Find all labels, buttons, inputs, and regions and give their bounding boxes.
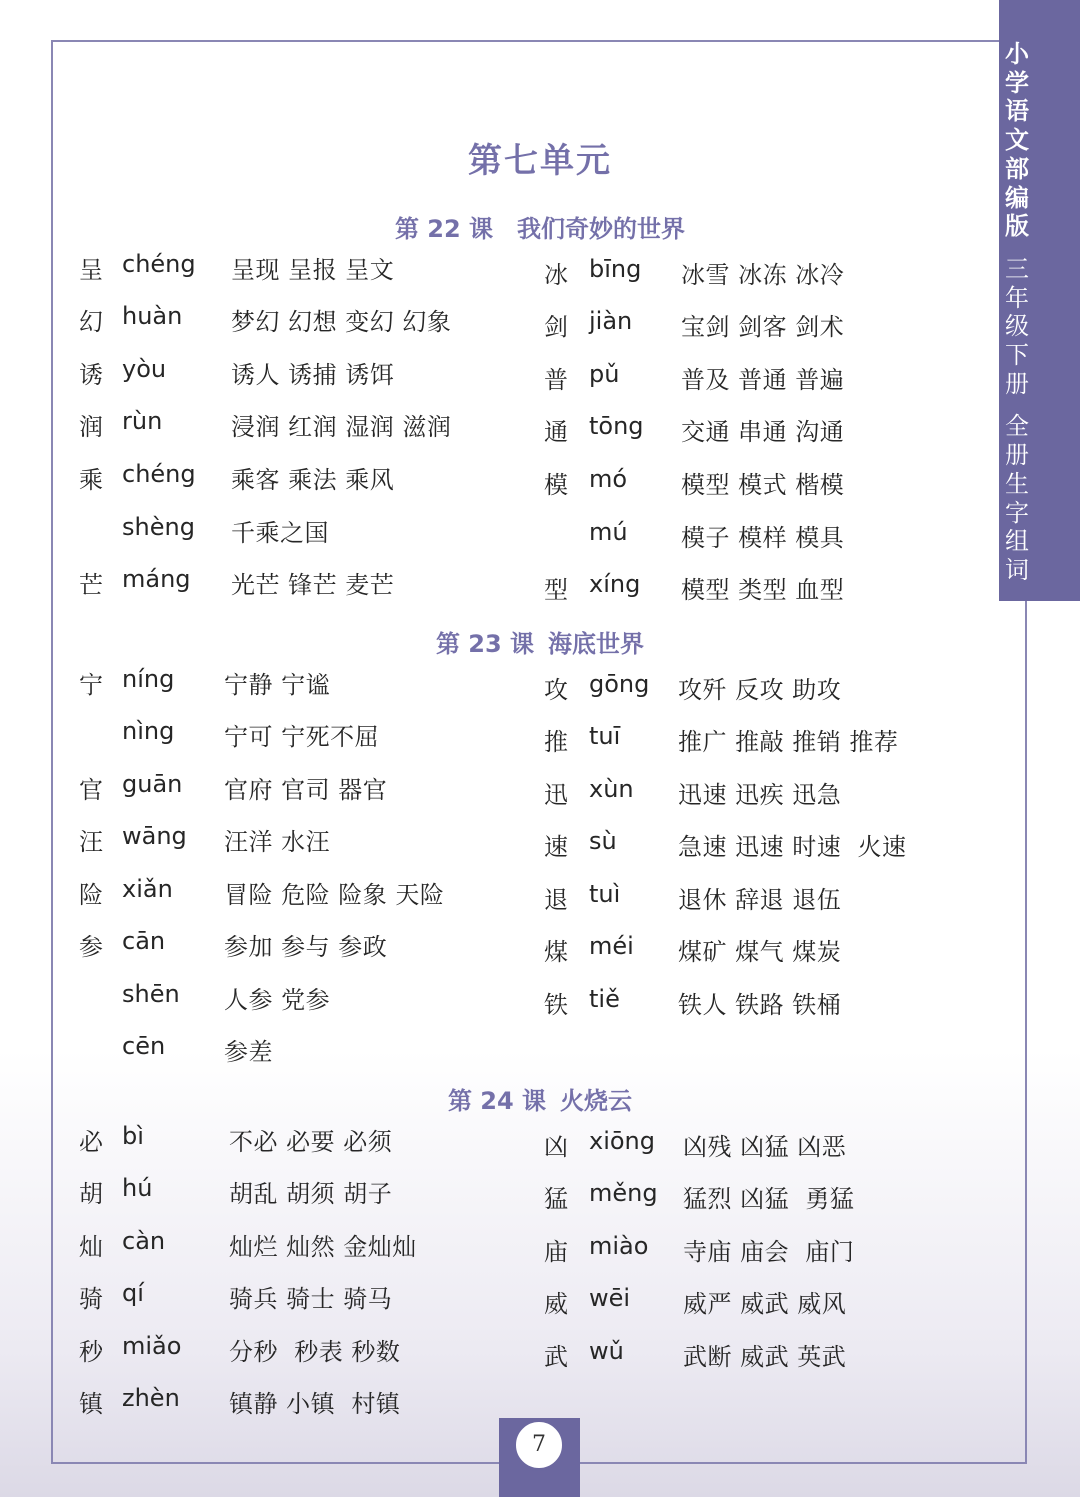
vocab-char: 幻 (79, 308, 103, 336)
vocab-pinyin: pǔ (589, 360, 620, 388)
vocab-row (544, 255, 964, 289)
vocab-words: 退休 辞退 退伍 (678, 886, 842, 914)
vocab-char: 必 (79, 1128, 103, 1156)
vocab-char: 迅 (544, 781, 568, 809)
vocab-char: 凶 (544, 1133, 568, 1161)
vocab-pinyin: qí (122, 1279, 144, 1307)
vocab-char: 型 (544, 576, 568, 604)
vocab-row (79, 1384, 499, 1418)
vocab-char: 芒 (79, 571, 103, 599)
vocab-char: 攻 (544, 676, 568, 704)
series-char: 学 (1005, 68, 1029, 97)
vocab-words: 模型 模式 楷模 (681, 471, 845, 499)
vocab-words: 参加 参与 参政 (224, 933, 388, 961)
vocab-char: 险 (79, 881, 103, 909)
vocab-pinyin: miào (589, 1232, 649, 1260)
vocab-pinyin: chéng (122, 250, 196, 278)
vocab-row (544, 985, 964, 1019)
vocab-pinyin: mú (589, 518, 628, 546)
vocab-char: 剑 (544, 313, 568, 341)
grade-char: 级 (1005, 312, 1029, 341)
side-tab (999, 0, 1080, 601)
vocab-row (544, 465, 964, 499)
vocab-pinyin: měng (589, 1179, 658, 1207)
vocab-row (544, 570, 964, 604)
vocab-row (79, 513, 499, 547)
vocab-pinyin: sù (589, 827, 617, 855)
vocab-words: 胡乱 胡须 胡子 (229, 1180, 393, 1208)
vocab-char: 猛 (544, 1185, 568, 1213)
page-number: 7 (513, 1419, 565, 1471)
vocab-pinyin: zhèn (122, 1384, 180, 1412)
vocab-row (544, 775, 964, 809)
vocab-row (79, 927, 499, 961)
vocab-row (79, 355, 499, 389)
vocab-row (79, 1174, 499, 1208)
lesson-label: 第 22 课 (394, 215, 494, 243)
vocab-row (544, 827, 964, 861)
vocab-char: 灿 (79, 1233, 103, 1261)
vocab-pinyin: níng (122, 665, 175, 693)
vocab-row (544, 1284, 964, 1318)
vocab-pinyin: bīng (589, 255, 642, 283)
vocab-row (544, 360, 964, 394)
vocab-char: 胡 (79, 1180, 103, 1208)
vocab-pinyin: huàn (122, 302, 183, 330)
vocab-char: 威 (544, 1290, 568, 1318)
vocab-char: 汪 (79, 828, 103, 856)
vocab-words: 凶残 凶猛 凶恶 (683, 1133, 847, 1161)
vocab-pinyin: mó (589, 465, 628, 493)
vocab-words: 推广 推敲 推销 推荐 (678, 728, 899, 756)
vocab-pinyin: tōng (589, 412, 644, 440)
vocab-row (544, 722, 964, 756)
vocab-row (79, 875, 499, 909)
vocab-words: 浸润 红润 湿润 滋润 (231, 413, 452, 441)
vocab-pinyin: chéng (122, 460, 196, 488)
vocab-row (544, 518, 964, 552)
vocab-row (544, 1127, 964, 1161)
vocab-pinyin: gōng (589, 670, 650, 698)
vocab-row (79, 1332, 499, 1366)
vocab-row (79, 407, 499, 441)
vocab-words: 参差 (224, 1038, 273, 1066)
vocab-pinyin: wēi (589, 1284, 631, 1312)
vocab-pinyin: xiōng (589, 1127, 655, 1155)
vocab-char: 推 (544, 728, 568, 756)
vocab-char: 镇 (79, 1390, 103, 1418)
vocab-pinyin: méi (589, 932, 634, 960)
vocab-pinyin: rùn (122, 407, 163, 435)
vocab-char: 通 (544, 418, 568, 446)
series-char: 版 (1005, 212, 1029, 241)
vocab-char: 诱 (79, 361, 103, 389)
series-char: 语 (1005, 97, 1029, 126)
grade-char: 册 (1005, 369, 1029, 398)
vocab-row (544, 412, 964, 446)
vocab-row (544, 1179, 964, 1213)
topic-char: 字 (1005, 498, 1029, 527)
vocab-pinyin: hú (122, 1174, 153, 1202)
vocab-words: 煤矿 煤气 煤炭 (678, 938, 842, 966)
vocab-row (79, 250, 499, 284)
vocab-char: 官 (79, 776, 103, 804)
vocab-words: 宁可 宁死不屈 (224, 723, 380, 751)
vocab-pinyin: máng (122, 565, 191, 593)
topic-char: 词 (1005, 555, 1029, 584)
vocab-pinyin: cēn (122, 1032, 166, 1060)
vocab-words: 人参 党参 (224, 986, 331, 1014)
topic-char: 组 (1005, 527, 1029, 556)
vocab-char: 退 (544, 886, 568, 914)
vocab-pinyin: tuì (589, 880, 621, 908)
vocab-pinyin: shèng (122, 513, 195, 541)
vocab-char: 润 (79, 413, 103, 441)
vocab-pinyin: tuī (589, 722, 621, 750)
vocab-words: 迅速 迅疾 迅急 (678, 781, 842, 809)
vocab-row (79, 1227, 499, 1261)
vocab-pinyin: jiàn (589, 307, 633, 335)
vocab-row (79, 1279, 499, 1313)
vocab-char: 秒 (79, 1338, 103, 1366)
vocab-words: 呈现 呈报 呈文 (231, 256, 395, 284)
vocab-words: 镇静 小镇 村镇 (229, 1390, 401, 1418)
vocab-char: 速 (544, 833, 568, 861)
vocab-char: 骑 (79, 1285, 103, 1313)
vocab-words: 猛烈 凶猛 勇猛 (683, 1185, 855, 1213)
vocab-words: 梦幻 幻想 变幻 幻象 (231, 308, 452, 336)
vocab-char: 模 (544, 471, 568, 499)
vocab-words: 铁人 铁路 铁桶 (678, 991, 842, 1019)
vocab-char: 乘 (79, 466, 103, 494)
vocab-row (544, 670, 964, 704)
vocab-words: 交通 串通 沟通 (681, 418, 845, 446)
vocab-row (544, 1232, 964, 1266)
topic-char: 册 (1005, 441, 1029, 470)
vocab-row (544, 932, 964, 966)
vocab-words: 冒险 危险 险象 天险 (224, 881, 445, 909)
lesson-title: 我们奇妙的世界 (517, 215, 686, 243)
vocab-pinyin: nìng (122, 717, 175, 745)
vocab-pinyin: wāng (122, 822, 187, 850)
vocab-words: 普及 普通 普遍 (681, 366, 845, 394)
vocab-pinyin: bì (122, 1122, 144, 1150)
vocab-char: 冰 (544, 261, 568, 289)
unit-title: 第七单元 (468, 141, 612, 181)
vocab-row (544, 880, 964, 914)
vocab-row (544, 307, 964, 341)
vocab-pinyin: miǎo (122, 1332, 182, 1360)
vocab-row (544, 1337, 964, 1371)
vocab-row (79, 665, 499, 699)
vocab-words: 宝剑 剑客 剑术 (681, 313, 845, 341)
side-tab-text (999, 40, 1035, 585)
vocab-pinyin: yòu (122, 355, 167, 383)
vocab-words: 冰雪 冰冻 冰冷 (681, 261, 845, 289)
vocab-words: 汪洋 水汪 (224, 828, 331, 856)
lesson-heading (0, 624, 1080, 659)
vocab-words: 威严 威武 威风 (683, 1290, 847, 1318)
vocab-words: 诱人 诱捕 诱饵 (231, 361, 395, 389)
vocab-words: 灿烂 灿然 金灿灿 (229, 1233, 417, 1261)
series-char: 小 (1005, 40, 1029, 68)
vocab-row (79, 1122, 499, 1156)
vocab-pinyin: càn (122, 1227, 166, 1255)
vocab-words: 宁静 宁谧 (224, 671, 331, 699)
vocab-pinyin: xùn (589, 775, 634, 803)
vocab-char: 煤 (544, 938, 568, 966)
vocab-pinyin: guān (122, 770, 183, 798)
lesson-title: 海底世界 (548, 630, 645, 658)
vocab-pinyin: wǔ (589, 1337, 624, 1365)
lesson-heading (0, 1081, 1080, 1116)
vocab-words: 乘客 乘法 乘风 (231, 466, 395, 494)
vocab-row (79, 980, 499, 1014)
vocab-char: 参 (79, 933, 103, 961)
vocab-row (79, 460, 499, 494)
lesson-label: 第 24 课 (447, 1087, 547, 1115)
vocab-words: 光芒 锋芒 麦芒 (231, 571, 395, 599)
grade-char: 下 (1005, 341, 1029, 370)
grade-char: 三 (1005, 254, 1029, 283)
series-char: 部 (1005, 154, 1029, 183)
vocab-char: 呈 (79, 256, 103, 284)
vocab-words: 官府 官司 器官 (224, 776, 388, 804)
vocab-row (79, 1032, 499, 1066)
vocab-pinyin: tiě (589, 985, 620, 1013)
vocab-words: 急速 迅速 时速 火速 (678, 833, 907, 861)
vocab-char: 铁 (544, 991, 568, 1019)
vocab-words: 寺庙 庙会 庙门 (683, 1238, 855, 1266)
vocab-row (79, 770, 499, 804)
vocab-pinyin: shēn (122, 980, 180, 1008)
vocab-pinyin: cān (122, 927, 166, 955)
vocab-words: 攻歼 反攻 助攻 (678, 676, 842, 704)
series-char: 文 (1005, 126, 1029, 155)
vocab-row (79, 302, 499, 336)
vocab-words: 千乘之国 (231, 519, 329, 547)
vocab-words: 模子 模样 模具 (681, 524, 845, 552)
topic-char: 生 (1005, 469, 1029, 498)
vocab-char: 宁 (79, 671, 103, 699)
vocab-row (79, 565, 499, 599)
vocab-pinyin: xiǎn (122, 875, 173, 903)
lesson-label: 第 23 课 (435, 630, 535, 658)
vocab-words: 不必 必要 必须 (229, 1128, 393, 1156)
vocab-row (79, 717, 499, 751)
vocab-pinyin: xíng (589, 570, 641, 598)
vocab-words: 模型 类型 血型 (681, 576, 845, 604)
vocab-words: 分秒 秒表 秒数 (229, 1338, 401, 1366)
series-char: 编 (1005, 183, 1029, 212)
vocab-row (79, 822, 499, 856)
grade-char: 年 (1005, 283, 1029, 312)
vocab-words: 骑兵 骑士 骑马 (229, 1285, 393, 1313)
lesson-heading (0, 209, 1080, 244)
topic-char: 全 (1005, 412, 1029, 441)
vocab-words: 武断 威武 英武 (683, 1343, 847, 1371)
vocab-char: 武 (544, 1343, 568, 1371)
vocab-char: 普 (544, 366, 568, 394)
lesson-title: 火烧云 (560, 1087, 633, 1115)
vocab-char: 庙 (544, 1238, 568, 1266)
